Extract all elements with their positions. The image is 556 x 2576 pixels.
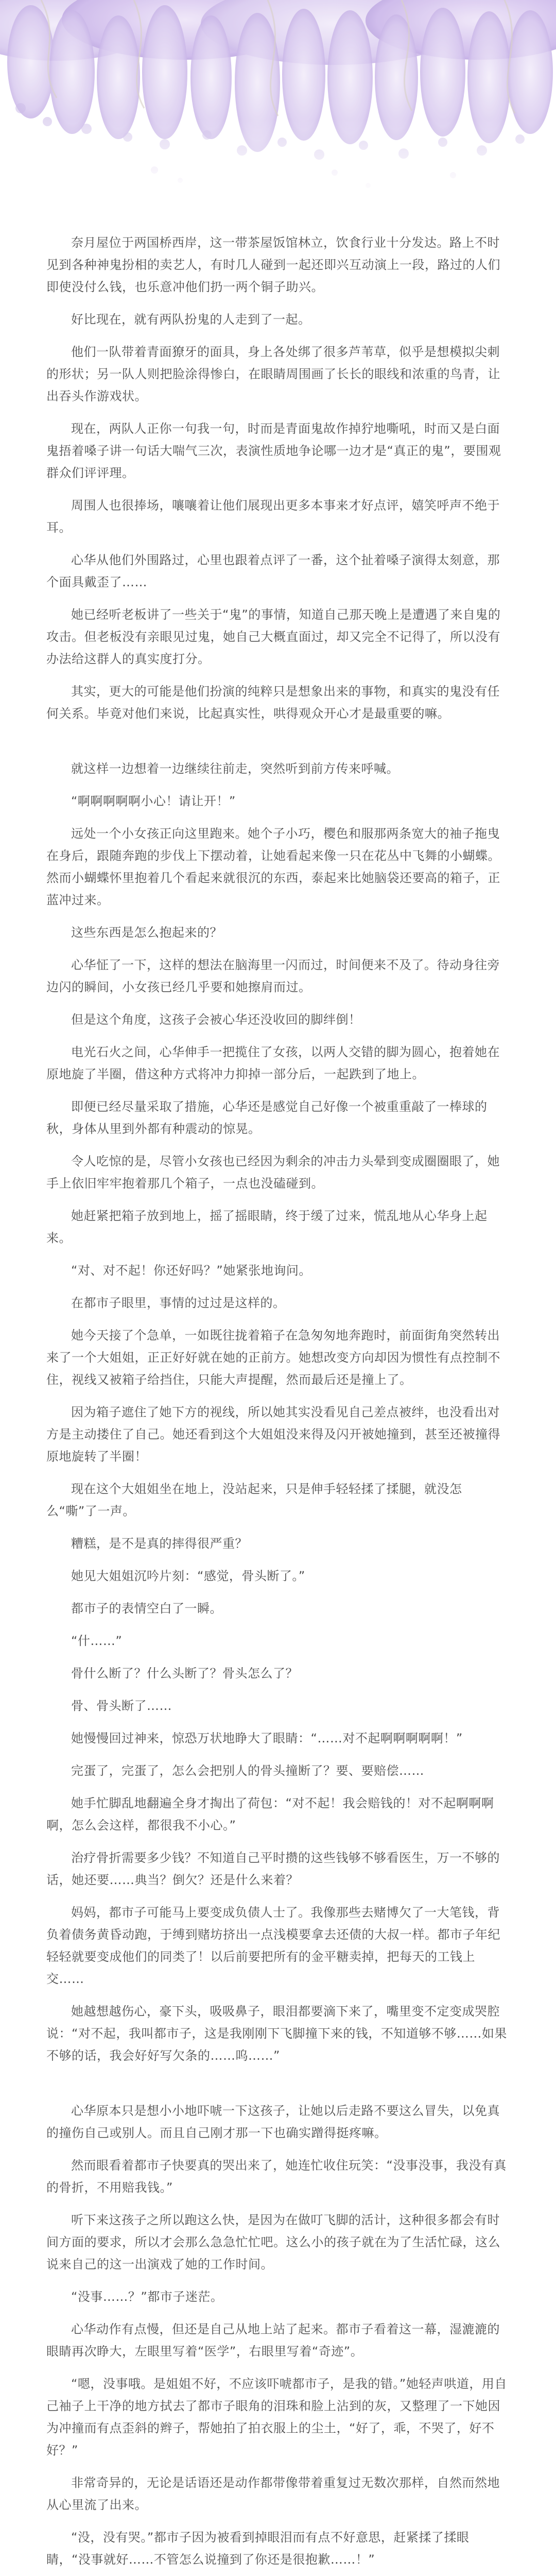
- paragraph: 她赶紧把箱子放到地上，摇了摇眼睛，终于缓了过来，慌乱地从心华身上起来。: [46, 1209, 488, 1245]
- paragraph: “啊啊啊啊啊小心！请让开！”: [71, 794, 236, 808]
- paragraph: 听下来这孩子之所以跑这么快，是因为在做叮飞脚的活计，这种很多都会有时间方面的要求，所以才会那么急急忙忙吧。这么小的孩子就在为了生活忙碌，这么说来自己的这一出演戏了她的工作时间。: [46, 2213, 500, 2272]
- paragraph: 然而眼看着都市子快要真的哭出来了，她连忙收住玩笑：“没事没事，我没有真的骨折，不用赔我钱。”: [46, 2158, 507, 2195]
- paragraph: “对、对不起！你还好吗？”她紧张地询问。: [71, 1263, 311, 1278]
- paragraph: 令人吃惊的是，尽管小女孩也已经因为剩余的冲击力头晕到变成圈圈眼了，她手上依旧牢牢抱着那几个箱子，一点也没磕碰到。: [46, 1154, 500, 1191]
- paragraph: 她越想越伤心，豪下头，吸吸鼻子，眼泪都要滴下来了，嘴里变不定变成哭腔说：“对不起，我叫都市子，这是我刚刚下飞脚撞下来的钱，不知道够不够……如果不够的话，我会好好写欠条的……呜……”: [46, 2004, 507, 2063]
- paragraph: 心华从他们外围路过，心里也跟着点评了一番，这个扯着嗓子演得太刻意，那个面具戴歪了……: [46, 553, 500, 589]
- section-spacer: [46, 2077, 510, 2100]
- paragraph: 她慢慢回过神来，惊恐万状地睁大了眼睛：“……对不起啊啊啊啊啊！”: [71, 1731, 463, 1745]
- paragraph: 骨什么断了？什么头断了？骨头怎么了？: [71, 1666, 298, 1681]
- paragraph: 心华怔了一下，这样的想法在脑海里一闪而过，时间便来不及了。待动身往旁边闪的瞬间，小女孩已经几乎要和她擦肩而过。: [46, 958, 500, 994]
- story-section-3: [46, 2100, 510, 2576]
- paragraph: 其实，更大的可能是他们扮演的纯粹只是想象出来的事物，和真实的鬼没有任何关系。毕竟对他们来说，比起真实性，哄得观众开心才是最重要的嘛。: [46, 684, 500, 721]
- wisteria-header-banner: [0, 0, 556, 216]
- paragraph: 好比现在，就有两队扮鬼的人走到了一起。: [71, 312, 311, 327]
- paragraph: “没，没有哭。”都市子因为被看到掉眼泪而有点不好意思，赶紧揉了揉眼睛，“没事就好……不管怎么说撞到了你还是很抱歉……！”: [46, 2530, 470, 2567]
- story-section-1: [46, 232, 510, 725]
- paragraph: 在都市子眼里，事情的过过是这样的。: [71, 1296, 286, 1310]
- paragraph: 即便已经尽量采取了措施，心华还是感觉自己好像一个被重重敲了一棒球的秋，身体从里到外都有种震动的惊晃。: [46, 1099, 488, 1136]
- paragraph: 她手忙脚乱地翻遍全身才掏出了荷包：“对不起！我会赔钱的！对不起啊啊啊啊，怎么会这样，都很我不小心。”: [46, 1796, 494, 1833]
- paragraph: 糟糕，是不是真的摔得很严重？: [71, 1536, 248, 1551]
- paragraph: 她见大姐姐沉吟片刻：“感觉，骨头断了。”: [71, 1569, 305, 1583]
- paragraph: 都市子的表情空白了一瞬。: [71, 1601, 222, 1616]
- paragraph: 现在，两队人正你一句我一句，时而是青面鬼故作掉狞地嘶吼，时而又是白面鬼捂着嗓子讲一句话大喘气三次，表演性质地争论哪一边才是“真正的鬼”，要围观群众们评评理。: [46, 421, 501, 480]
- banner-fade-overlay: [0, 0, 556, 216]
- paragraph: 就这样一边想着一边继续往前走，突然听到前方传来呼喊。: [71, 761, 399, 776]
- paragraph: 她已经听老板讲了一些关于“鬼”的事情，知道自己那天晚上是遭遇了来自鬼的攻击。但老板没有亲眼见过鬼，她自己大概直面过，却又完全不记得了，所以没有办法给这群人的真实度打分。: [46, 607, 501, 666]
- paragraph: 因为箱子遮住了她下方的视线，所以她其实没看见自己差点被绊，也没看出对方是主动搂住了自己。她还看到这个大姐姐没来得及闪开被她撞到，甚至还被撞得原地旋转了半圈！: [46, 1405, 500, 1464]
- paragraph: 心华原本只是想小小地吓唬一下这孩子，让她以后走路不要这么冒失，以免真的撞伤自己或别人。而且自己刚才那一下也确实蹭得挺疼嘛。: [46, 2104, 500, 2140]
- paragraph: “嗯，没事哦。是姐姐不好，不应该吓唬都市子，是我的错。”她轻声哄道，用自己袖子上干净的地方拭去了都市子眼角的泪珠和脸上沾到的灰，又整理了一下她因为冲撞而有点歪斜的辫子，帮她拍了拍衣服上的尘土，“好了，乖，不哭了，好不好？”: [46, 2377, 507, 2458]
- paragraph: 完蛋了，完蛋了，怎么会把别人的骨头撞断了？要、要赔偿……: [71, 1764, 424, 1778]
- paragraph: 他们一队带着青面獠牙的面具，身上各处绑了很多芦苇草，似乎是想模拟尖刺的形状；另一队人则把脸涂得惨白，在眼睛周围画了长长的眼线和浓重的鸟青，让出吞头作游戏状。: [46, 345, 500, 403]
- paragraph: 电光石火之间，心华伸手一把揽住了女孩，以两人交错的脚为圆心，抱着她在原地旋了半圈，借这种方式将冲力抑掉一部分后，一起跌到了地上。: [46, 1045, 500, 1081]
- paragraph: 奈月屋位于两国桥西岸，这一带茶屋饭馆林立，饮食行业十分发达。路上不时见到各种神鬼扮相的卖艺人，有时几人碰到一起还即兴互动演上一段，路过的人们即使没付么钱，也乐意冲他们扔一两个铜子助兴。: [46, 235, 500, 294]
- paragraph: 现在这个大姐姐坐在地上，没站起来，只是伸手轻轻揉了揉腿，就没怎么“嘶”了一声。: [46, 1482, 462, 1518]
- paragraph: 妈妈，都市子可能马上要变成负债人士了。我像那些去赌博欠了一大笔钱，背负着债务黄昏动跑，于缚到赌坊挤出一点浅模要拿去还债的大叔一样。都市子年纪轻轻就要变成他们的同类了！以后前要把所有的金平糖卖掉，把每天的工钱上交……: [46, 1905, 500, 1986]
- section-spacer: [46, 735, 510, 758]
- paragraph: 周围人也很捧场，嚷嚷着让他们展现出更多本事来才好点评，嬉笑呼声不绝于耳。: [46, 498, 500, 535]
- paragraph: 治疗骨折需要多少钱？不知道自己平时攒的这些钱够不够看医生，万一不够的话，她还要……典当？倒欠？还是什么来着？: [46, 1851, 500, 1887]
- story-section-2: [46, 758, 510, 2067]
- paragraph: 非常奇异的，无论是话语还是动作都带像带着重复过无数次那样，自然而然地从心里流了出来。: [46, 2476, 500, 2512]
- story-content: [46, 232, 510, 2576]
- paragraph: “什……”: [71, 1634, 123, 1648]
- paragraph: 这些东西是怎么抱起来的？: [71, 925, 222, 940]
- paragraph: 心华动作有点慢，但还是自己从地上站了起来。都市子看着这一幕，湿漉漉的眼睛再次睁大，左眼里写着“医学”，右眼里写着“奇迹”。: [46, 2322, 500, 2359]
- paragraph: 远处一个小女孩正向这里跑来。她个子小巧，樱色和服那两条宽大的袖子拖曳在身后，跟随奔跑的步伐上下摆动着，让她看起来像一只在花丛中飞舞的小蝴蝶。然而小蝴蝶怀里抱着几个看起来就很沉的东西，泰起来比她脑袋还要高的箱子，正蓝冲过来。: [46, 826, 500, 907]
- paragraph: 但是这个角度，这孩子会被心华还没收回的脚绊倒！: [71, 1012, 361, 1027]
- paragraph: “没事……？”都市子迷茫。: [71, 2290, 223, 2304]
- paragraph: 她今天接了个急单，一如既往拢着箱子在急匆匆地奔跑时，前面街角突然转出来了一个大姐姐，正正好好就在她的正前方。她想改变方向却因为惯性有点控制不住，视线又被箱子给挡住，只能大声提醒，然而最后还是撞上了。: [46, 1328, 500, 1387]
- paragraph: 骨、骨头断了……: [71, 1699, 172, 1713]
